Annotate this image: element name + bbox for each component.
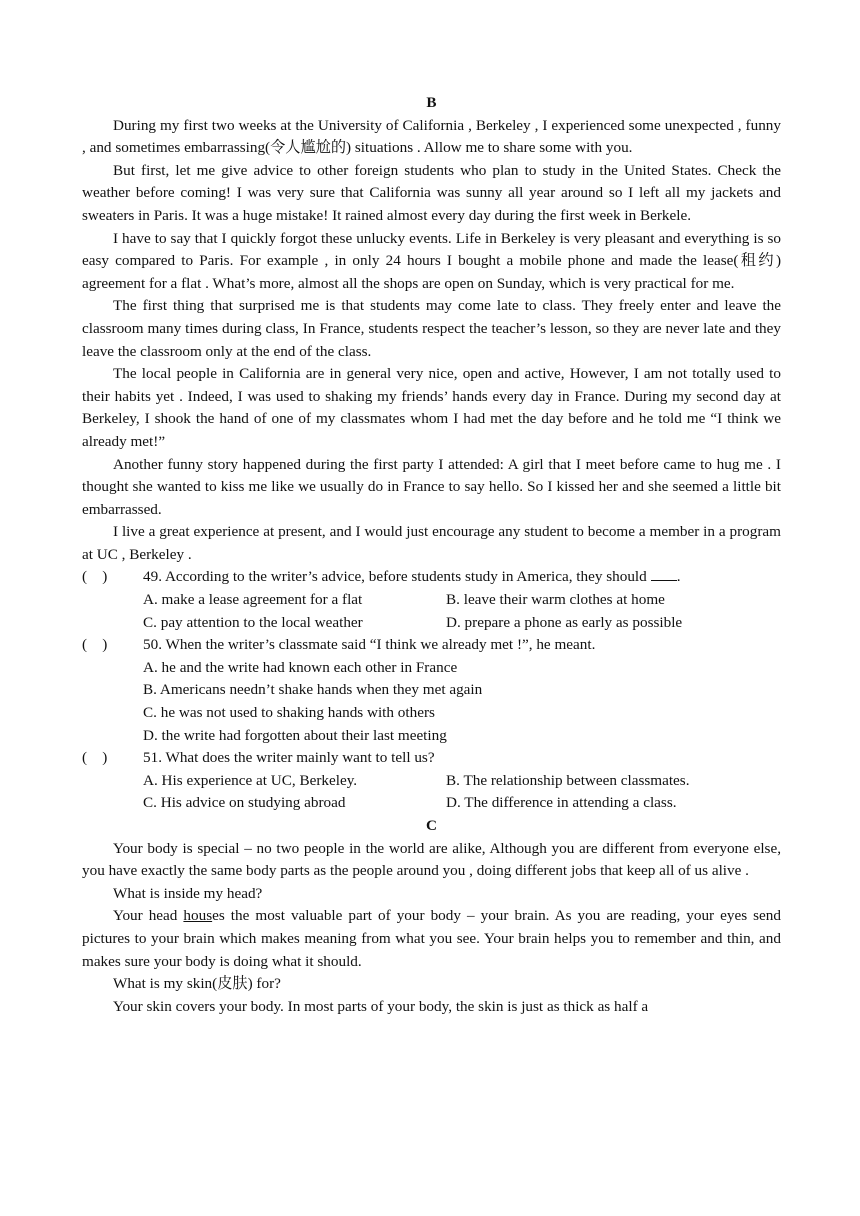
option-row	[82, 770, 781, 793]
option-a: A. His experience at UC, Berkeley.	[143, 771, 358, 789]
option-b: B. Americans needn’t shake hands when they met again	[143, 681, 483, 699]
answer-bracket[interactable]: ( )	[82, 636, 112, 654]
section-c-heading: C	[426, 817, 437, 834]
paragraph-end: es the most valuable part of your body – your brain. As you are reading, your eyes send pictures to your brain which makes meaning from what you see. Your brain helps you to remember and thin, and makes sure your body is doing what it should.	[82, 907, 781, 970]
option-b: B. leave their warm clothes at home	[446, 591, 665, 609]
underlined-word: hous	[183, 907, 213, 925]
question-text: 49. According to the writer’s advice, before students study in America, they should	[143, 568, 647, 586]
option-c: C. His advice on studying abroad	[143, 794, 346, 812]
option-d: D. The difference in attending a class.	[446, 794, 677, 812]
option-b: B. The relationship between classmates.	[446, 771, 690, 789]
question-text: 50. When the writer’s classmate said “I think we already met !”, he meant.	[143, 636, 596, 654]
paragraph: Another funny story happened during the first party I attended: A girl that I meet before came to hug me . I thought she wanted to kiss me like we usually do in France to say hello. So I kissed her and she seemed a little bit embarrassed.	[82, 455, 781, 518]
answer-bracket[interactable]: ( )	[82, 749, 112, 767]
document-page	[82, 92, 781, 1018]
option-row	[82, 679, 781, 702]
paragraph: I have to say that I quickly forgot these unlucky events. Life in Berkeley is very pleasant and everything is so easy compared to Paris. For example , in only 24 hours I bought a mobile phone and made the lease(租约) agreement for a flat . What’s more, almost all the shops are open on Sunday, which is very practical for me.	[82, 229, 781, 292]
section-b-heading: B	[426, 94, 437, 111]
answer-bracket[interactable]: ( )	[82, 568, 112, 586]
paragraph	[82, 905, 781, 973]
paragraph: Your body is special – no two people in the world are alike, Although you are different from everyone else, you have exactly the same body parts as the people around you , doing different jobs that keep all of us alive .	[82, 839, 781, 880]
option-d: D. prepare a phone as early as possible	[446, 613, 683, 631]
option-row	[82, 589, 781, 612]
paragraph: Your skin covers your body. In most parts of your body, the skin is just as thick as half a	[113, 997, 649, 1015]
option-a: A. make a lease agreement for a flat	[143, 591, 363, 609]
subheading: What is my skin(皮肤) for?	[113, 975, 281, 993]
subheading: What is inside my head?	[113, 884, 263, 902]
paragraph: But first, let me give advice to other foreign students who plan to study in the United States. Check the weather before coming! I was very sure that California was sunny all year around so I left all my jackets and sweaters in Paris. It was a huge mistake! It rained almost every day during the first week in Berkele.	[82, 161, 781, 224]
option-c: C. pay attention to the local weather	[143, 613, 363, 631]
option-row	[82, 702, 781, 725]
question-text: 51. What does the writer mainly want to tell us?	[143, 749, 435, 767]
question-stem	[143, 566, 781, 589]
paragraph-start: Your head	[113, 907, 184, 925]
question-stem-end: .	[676, 568, 681, 586]
question-51	[82, 747, 781, 770]
paragraph: During my first two weeks at the University of California , Berkeley , I experienced some unexpected , funny , and sometimes embarrassing(令人尴尬的) situations . Allow me to share some with you.	[82, 116, 781, 157]
paragraph: I live a great experience at present, and I would just encourage any student to become a member in a program at UC , Berkeley .	[82, 523, 781, 563]
question-49	[82, 566, 781, 589]
question-50	[82, 634, 781, 657]
option-row	[82, 657, 781, 680]
answer-blank	[651, 566, 677, 581]
paragraph: The first thing that surprised me is that students may come late to class. They freely enter and leave the classroom many times during class, In France, students respect the teacher’s lesson, so they are never late and they leave the classroom only at the end of the class.	[82, 297, 781, 360]
option-row	[82, 612, 781, 635]
paragraph: The local people in California are in general very nice, open and active, However, I am not totally used to their habits yet . Indeed, I was used to shaking my friends’ hands every day in France. During my second day at Berkeley, I shook the hand of one of my classmates whom I had met the day before and he told me “I think we already met!”	[82, 365, 781, 450]
option-row	[82, 725, 781, 748]
option-d: D. the write had forgotten about their last meeting	[143, 726, 447, 744]
option-row	[82, 792, 781, 815]
option-c: C. he was not used to shaking hands with others	[143, 704, 435, 722]
option-a: A. he and the write had known each other in France	[143, 658, 458, 676]
